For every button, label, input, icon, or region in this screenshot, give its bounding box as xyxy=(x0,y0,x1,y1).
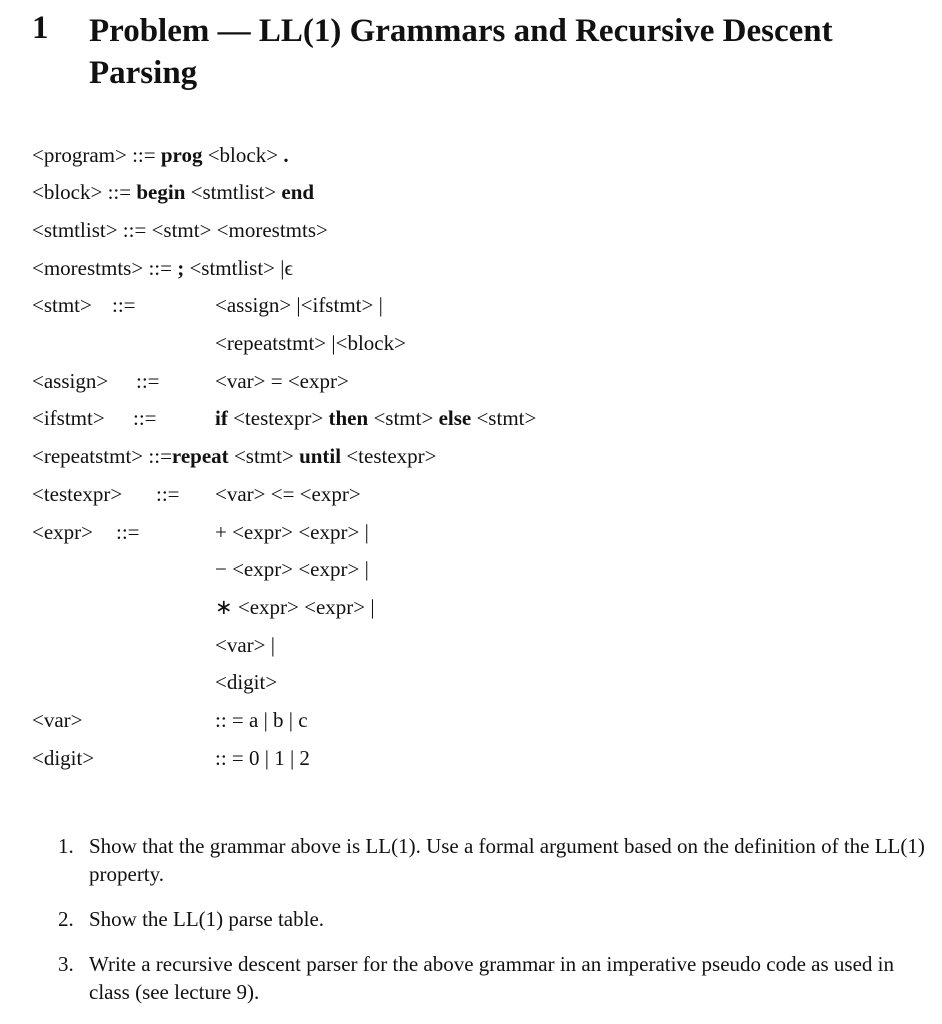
rule-ifstmt xyxy=(32,403,932,433)
rule-rhs: :: = a | b | c xyxy=(215,708,308,732)
rule-rhs: :: = 0 | 1 | 2 xyxy=(215,746,310,770)
rule-stmt xyxy=(32,290,932,320)
rule-lhs: <testexpr> xyxy=(32,482,123,506)
rule-expr-continuation xyxy=(32,667,932,697)
rule-op: ::= xyxy=(107,180,132,204)
rule-block xyxy=(32,177,932,207)
rule-morestmts xyxy=(32,253,932,283)
rule-rhs: <stmtlist> xyxy=(190,180,277,204)
keyword: until xyxy=(299,444,342,468)
rule-rhs: <var> | xyxy=(215,633,275,657)
question-number: 2. xyxy=(58,907,74,931)
question-text: Write a recursive descent parser for the above grammar in an imperative pseudo code as used in class (see lecture 9). xyxy=(89,952,894,1004)
rule-lhs: <var> xyxy=(32,708,83,732)
rule-rhs: <digit> xyxy=(215,670,278,694)
rule-rhs: + <expr> <expr> | xyxy=(215,520,369,544)
rule-testexpr xyxy=(32,479,932,509)
rule-rhs: <testexpr> xyxy=(346,444,437,468)
question-text: Show the LL(1) parse table. xyxy=(89,907,325,931)
rule-rhs: <assign> |<ifstmt> | xyxy=(215,293,383,317)
rule-expr-continuation xyxy=(32,592,932,622)
rule-rhs: <stmt> xyxy=(373,406,434,430)
rule-rhs: <block> xyxy=(207,143,279,167)
rule-rhs: − <expr> <expr> | xyxy=(215,557,369,581)
rule-op: ::= xyxy=(112,293,136,317)
rule-rhs: <stmt> xyxy=(476,406,537,430)
section-title: Problem — LL(1) Grammars and Recursive Descent Parsing xyxy=(89,13,833,91)
rule-stmt-continuation xyxy=(32,328,932,358)
rule-rhs: <stmt> <morestmts> xyxy=(151,218,328,242)
keyword: repeat xyxy=(171,444,229,468)
keyword: end xyxy=(281,180,315,204)
rule-lhs: <stmtlist> xyxy=(32,218,118,242)
rule-lhs: <digit> xyxy=(32,746,95,770)
rule-op: ::= xyxy=(156,482,180,506)
rule-rhs: <stmt> xyxy=(233,444,294,468)
rule-rhs: <var> <= <expr> xyxy=(215,482,361,506)
rule-expr-continuation xyxy=(32,554,932,584)
rule-op: ::= xyxy=(148,256,172,280)
rule-expr xyxy=(32,517,932,547)
list-item xyxy=(58,905,938,933)
rule-op: ::= xyxy=(132,143,156,167)
question-number: 3. xyxy=(58,952,74,976)
rule-stmtlist xyxy=(32,215,932,245)
rule-lhs: <stmt> xyxy=(32,293,92,317)
section-number: 1 xyxy=(32,10,49,46)
rule-lhs: <expr> xyxy=(32,520,94,544)
rule-lhs: <ifstmt> xyxy=(32,406,105,430)
rule-program xyxy=(32,140,932,170)
rule-rhs: <testexpr> xyxy=(233,406,324,430)
rule-digit xyxy=(32,743,932,773)
rule-lhs: <program> xyxy=(32,143,127,167)
rule-op: ::= xyxy=(136,369,160,393)
keyword: then xyxy=(328,406,369,430)
list-item xyxy=(58,950,938,1006)
question-number: 1. xyxy=(58,834,74,858)
rule-expr-continuation xyxy=(32,630,932,660)
rule-op: ::= xyxy=(122,218,147,242)
rule-rhs: ∗ <expr> <expr> | xyxy=(215,595,375,619)
rule-op: ::= xyxy=(133,406,157,430)
keyword: . xyxy=(283,143,289,167)
keyword: begin xyxy=(136,180,186,204)
rule-repeatstmt xyxy=(32,441,932,471)
rule-rhs: <var> = <expr> xyxy=(215,369,349,393)
rule-rhs: <repeatstmt> |<block> xyxy=(215,331,406,355)
rule-op: ::= xyxy=(116,520,140,544)
keyword: ; xyxy=(177,256,185,280)
keyword: prog xyxy=(160,143,203,167)
rule-lhs: <repeatstmt> xyxy=(32,444,144,468)
list-item xyxy=(58,832,938,888)
keyword: else xyxy=(438,406,472,430)
rule-lhs: <block> xyxy=(32,180,103,204)
rule-lhs: <assign> xyxy=(32,369,109,393)
question-text: Show that the grammar above is LL(1). Use a formal argument based on the definition of the LL(1) property. xyxy=(89,834,925,886)
question-list xyxy=(58,832,938,1023)
rule-op: ::= xyxy=(148,444,172,468)
rule-assign xyxy=(32,366,932,396)
keyword: if xyxy=(215,406,228,430)
rule-var xyxy=(32,705,932,735)
rule-lhs: <morestmts> xyxy=(32,256,144,280)
rule-rhs: <stmtlist> |ϵ xyxy=(189,256,293,280)
